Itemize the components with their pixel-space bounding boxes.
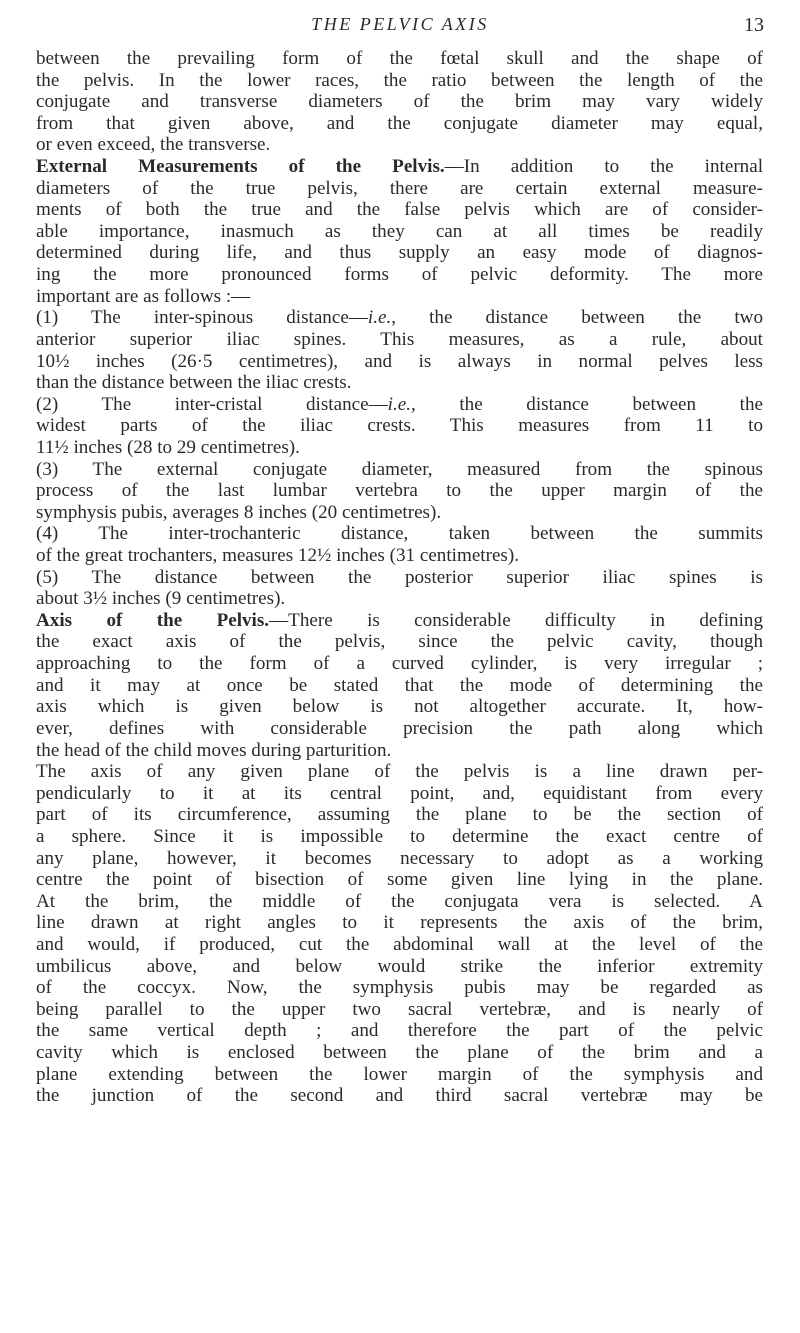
text-line [36,588,763,610]
text-line [36,740,763,762]
line-text: 11½ inches (28 to 29 centimetres). [36,436,300,458]
line-text-lead: (1) The inter-spinous distance— [36,307,368,329]
line-text: ments of both the true and the false pelvis which are of consider- [36,199,763,221]
text-line [36,653,763,675]
text-line [36,761,763,783]
text-line [36,523,763,545]
running-title: THE PELVIC AXIS [311,14,489,34]
line-text: At the brim, the middle of the conjugata vera is selected. A [36,890,763,912]
text-line [36,891,763,913]
text-line [36,415,763,437]
line-text: ing the more pronounced forms of pelvic deformity. The more [36,264,763,286]
page-header [36,14,764,44]
line-text: and it may at once be stated that the mode of determining the [36,674,763,696]
line-text: centre the point of bisection of some given line lying in the plane. [36,869,763,891]
text-line [36,48,763,70]
text-line [36,696,763,718]
line-text: (5) The distance between the posterior superior iliac spines is [36,566,763,588]
line-text-lead: (2) The inter-cristal distance— [36,393,388,415]
line-text: the head of the child moves during parturition. [36,739,392,761]
line-text: —There is considerable difficulty in defining [269,609,764,631]
line-text: from that given above, and the conjugate diameter may equal, [36,112,763,134]
line-text: —In addition to the internal [444,156,763,178]
line-text: , the distance between the two [391,307,763,329]
section-heading: Axis of the Pelvis. [36,609,270,631]
line-text: the pelvis. In the lower races, the ratio between the length of the [36,69,763,91]
line-text: approaching to the form of a curved cylinder, is very irregular ; [36,653,763,675]
line-text: than the distance between the iliac crests. [36,372,352,394]
text-line [36,351,763,373]
line-text: (4) The inter-trochanteric distance, taken between the summits [36,523,763,545]
text-line [36,545,763,567]
italic-abbreviation: i.e. [387,393,411,415]
line-text: conjugate and transverse diameters of the brim may vary widely [36,91,763,113]
text-line [36,956,763,978]
text-line [36,221,763,243]
text-line [36,869,763,891]
text-line [36,156,763,178]
line-text: , the distance between the [411,393,763,415]
line-text: anterior superior iliac spines. This measures, as a rule, about [36,328,763,350]
line-text: able importance, inasmuch as they can at all times be readily [36,220,763,242]
line-text: part of its circumference, assuming the plane to be the section of [36,804,763,826]
text-line [36,264,763,286]
line-text: the same vertical depth ; and therefore the part of the pelvic [36,1020,763,1042]
line-text: the junction of the second and third sacral vertebræ may be [36,1085,763,1107]
line-text: about 3½ inches (9 centimetres). [36,588,286,610]
line-text: important are as follows :— [36,285,251,307]
italic-abbreviation: i.e. [367,307,392,329]
text-line [36,91,763,113]
line-text: cavity which is enclosed between the plane of the brim and a [36,1042,763,1064]
text-line [36,1064,763,1086]
body-text [36,48,763,1107]
page-number: 13 [744,14,764,36]
text-line [36,610,763,632]
line-text: or even exceed, the transverse. [36,134,271,156]
line-text: diameters of the true pelvis, there are certain external measure- [36,177,763,199]
text-line [36,999,763,1021]
line-text: umbilicus above, and below would strike the inferior extremity [36,955,763,977]
line-text: and would, if produced, cut the abdominal wall at the level of the [36,933,763,955]
text-line [36,372,763,394]
text-line [36,199,763,221]
line-text: 10½ inches (26·5 centimetres), and is always in normal pelves less [36,350,763,372]
line-text: the exact axis of the pelvis, since the pelvic cavity, though [36,631,763,653]
text-line [36,307,763,329]
line-text: process of the last lumbar vertebra to the upper margin of the [36,480,763,502]
line-text: line drawn at right angles to it represents the axis of the brim, [36,912,763,934]
section-heading: External Measurements of the Pelvis. [36,156,445,178]
text-line [36,113,763,135]
line-text: widest parts of the iliac crests. This measures from 11 to [36,415,763,437]
text-line [36,783,763,805]
line-text: The axis of any given plane of the pelvis is a line drawn per- [36,761,763,783]
text-line [36,502,763,524]
text-line [36,134,763,156]
text-line [36,70,763,92]
line-text: axis which is given below is not altogether accurate. It, how- [36,696,763,718]
text-line [36,394,763,416]
text-line [36,1042,763,1064]
text-line [36,286,763,308]
line-text: symphysis pubis, averages 8 inches (20 centimetres). [36,501,442,523]
line-text: any plane, however, it becomes necessary to adopt as a working [36,847,763,869]
text-line [36,848,763,870]
line-text: ever, defines with considerable precision the path along which [36,717,763,739]
text-line [36,718,763,740]
text-line [36,567,763,589]
text-line [36,826,763,848]
line-text: pendicularly to it at its central point, and, equidistant from every [36,782,763,804]
line-text: determined during life, and thus supply an easy mode of diagnos- [36,242,763,264]
text-line [36,675,763,697]
line-text: of the great trochanters, measures 12½ inches (31 centimetres). [36,545,519,567]
line-text: being parallel to the upper two sacral vertebræ, and is nearly of [36,998,763,1020]
text-line [36,242,763,264]
text-line [36,329,763,351]
text-line [36,480,763,502]
text-line [36,804,763,826]
line-text: between the prevailing form of the fœtal skull and the shape of [36,48,763,69]
text-line [36,1085,763,1107]
text-line [36,631,763,653]
line-text: plane extending between the lower margin of the symphysis and [36,1063,763,1085]
text-line [36,1020,763,1042]
line-text: a sphere. Since it is impossible to determine the exact centre of [36,825,763,847]
text-line [36,437,763,459]
line-text: (3) The external conjugate diameter, measured from the spinous [36,458,763,480]
text-line [36,459,763,481]
text-line [36,178,763,200]
text-line [36,912,763,934]
text-line [36,934,763,956]
text-line [36,977,763,999]
line-text: of the coccyx. Now, the symphysis pubis may be regarded as [36,977,763,999]
